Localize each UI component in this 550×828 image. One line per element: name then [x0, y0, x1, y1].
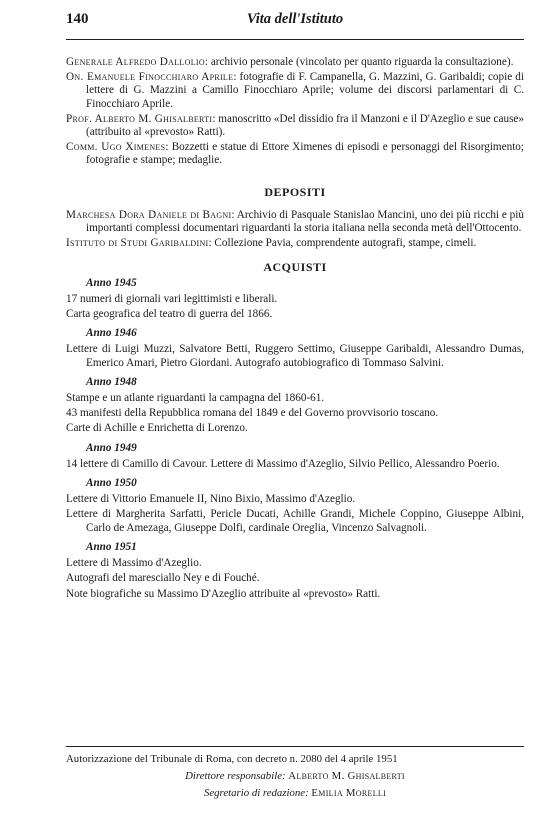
- page-footer: [66, 751, 524, 802]
- depositi-heading: DEPOSITI: [264, 184, 326, 199]
- header-rule: [66, 39, 524, 40]
- acquisition-item: 17 numeri di giornali vari legittimisti e liberali.: [66, 292, 278, 305]
- acquisition-item: Stampe e un atlante riguardanti la campagna del 1860-61.: [66, 392, 325, 405]
- page-number: 140: [66, 11, 89, 27]
- imprint-line: Autorizzazione del Tribunale di Roma, con decreto n. 2080 del 4 aprile 1951: [66, 753, 398, 765]
- donor-entry: [66, 56, 524, 69]
- acquisition-item: Note biografiche su Massimo D'Azeglio attribuite al «prevosto» Ratti.: [66, 587, 381, 600]
- secretary-line: [66, 785, 524, 802]
- deposit-name: Marchesa Dora Daniele di Bagni: [66, 208, 232, 221]
- acquisition-item: Lettere di Vittorio Emanuele II, Nino Bixio, Massimo d'Azeglio.: [66, 493, 356, 506]
- donor-name: Prof. Alberto M. Ghisalberti: [66, 112, 213, 125]
- acquisti-year-block: [66, 541, 524, 601]
- secretary-name: Emilia Morelli: [311, 787, 387, 799]
- donor-text: : manoscritto «Del dissidio fra il Manzoni e il D'Azeglio e sue cause» (attribuito al «prevosto» Ratti).: [86, 112, 524, 139]
- donor-name: Generale Alfredo Dallolio: [66, 56, 205, 68]
- secretary-label: Segretario di redazione:: [203, 787, 309, 799]
- deposit-name: Istituto di Studi Garibaldini: [66, 237, 209, 250]
- page-header: [66, 13, 524, 33]
- donor-text: : Bozzetti e statue di Ettore Ximenes di episodi e personaggi del Risorgimento; fotografie e stampe; medaglie.: [86, 141, 525, 167]
- acquisti-year-block: [66, 277, 524, 322]
- donor-entry: [66, 71, 524, 111]
- year-label: Anno 1948: [86, 375, 137, 388]
- footer-rule: [66, 746, 524, 747]
- deposit-text: : Collezione Pavia, comprendente autografi, stampe, cimeli.: [208, 237, 477, 250]
- acquisition-item: Carta geografica del teatro di guerra del 1866.: [66, 308, 273, 321]
- year-label: Anno 1950: [86, 477, 137, 490]
- year-label: Anno 1951: [86, 540, 137, 553]
- acquisti-year-block: [66, 442, 524, 471]
- year-label: Anno 1945: [86, 276, 137, 289]
- deposit-text: : Archivio di Pasquale Stanislao Mancini, uno dei più ricchi e più importanti complessi documentari riguardanti la storia italiana nella seconda metà dell'Ottocento.: [86, 208, 524, 235]
- donor-text: : archivio personale (vincolato per quanto riguarda la consultazione).: [204, 56, 514, 68]
- director-label: Direttore responsabile:: [185, 770, 286, 782]
- depositi-entries: [66, 209, 524, 251]
- director-line: [66, 768, 524, 785]
- acquisition-item: Autografi del maresciallo Ney e di Fouché.: [66, 572, 260, 585]
- acquisti-year-block: [66, 477, 524, 535]
- page-body: [66, 56, 524, 603]
- deposit-entry: [66, 209, 524, 235]
- acquisti-year-block: [66, 376, 524, 436]
- deposit-entry: [66, 237, 524, 250]
- donor-text: : fotografie di F. Campanella, G. Mazzini, G. Garibaldi; copie di lettere di G. Mazzini a Camillo Finocchiaro Aprile; volume dei discorsi parlamentari di C. Finocchiaro Aprile.: [86, 71, 524, 110]
- donor-entry: [66, 141, 524, 167]
- acquisti-year-block: [66, 327, 524, 370]
- donor-name: On. Emanuele Finocchiaro Aprile: [66, 71, 234, 84]
- donor-name: Comm. Ugo Ximenes: [66, 141, 166, 154]
- acquisition-item: 14 lettere di Camillo di Cavour. Lettere di Massimo d'Azeglio, Silvio Pellico, Alessandro Poerio.: [66, 457, 500, 470]
- intro-entries: [66, 56, 524, 168]
- acquisition-item: Lettere di Massimo d'Azeglio.: [66, 557, 202, 570]
- acquisition-item: Carte di Achille e Enrichetta di Lorenzo.: [66, 422, 248, 435]
- year-label: Anno 1946: [86, 327, 137, 340]
- acquisition-item: Lettere di Luigi Muzzi, Salvatore Betti, Ruggero Settimo, Giuseppe Garibaldi, Alessandro Dumas, Emerico Amari, Pietro Giordani. Autografo autobiografico di Tommaso Salvini.: [66, 343, 524, 369]
- acquisti-heading: ACQUISTI: [263, 260, 327, 275]
- director-name: Alberto M. Ghisalberti: [288, 770, 405, 782]
- year-label: Anno 1949: [86, 441, 137, 454]
- acquisition-item: 43 manifesti della Repubblica romana del 1849 e del Governo provvisorio toscano.: [66, 407, 439, 420]
- donor-entry: [66, 113, 524, 139]
- acquisition-item: Lettere di Margherita Sarfatti, Pericle Ducati, Achille Grandi, Michele Coppino, Giuseppe Albini, Carlo de Amezaga, Giuseppe Dolfi, cardinale Oreglia, Vincenzo Salvagnoli.: [66, 508, 524, 534]
- running-title: Vita dell'Istituto: [246, 11, 344, 27]
